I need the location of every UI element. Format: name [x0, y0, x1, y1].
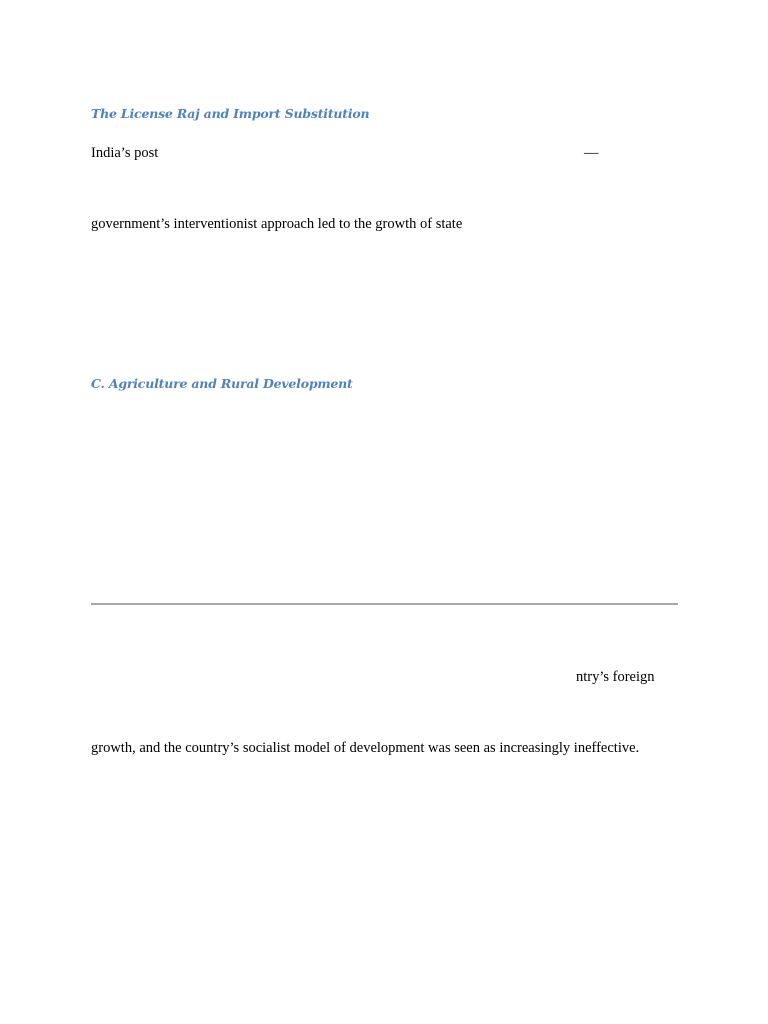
paragraph-fragment-indias-post: India’s post	[91, 145, 159, 161]
horizontal-rule-divider	[91, 603, 678, 605]
paragraph-fragment-socialist-model: growth, and the country’s socialist model of development was seen as increasingly ineffective.	[91, 740, 640, 756]
section-heading-agriculture: C. Agriculture and Rural Development	[91, 376, 353, 391]
section-heading-license-raj: The License Raj and Import Substitution	[91, 106, 370, 121]
paragraph-fragment-foreign: ntry’s foreign	[576, 669, 655, 685]
paragraph-fragment-interventionist-approach: government’s interventionist approach led to the growth of state	[91, 216, 463, 232]
em-dash-fragment: —	[584, 145, 599, 161]
